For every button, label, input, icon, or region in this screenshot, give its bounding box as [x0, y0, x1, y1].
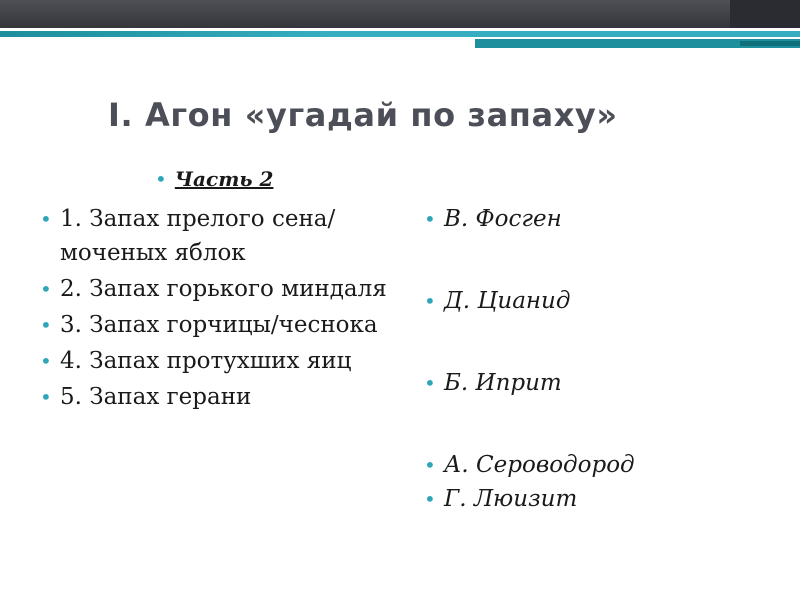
item-text: 2. Запах горького миндаля [60, 276, 387, 302]
item-text: 3. Запах горчицы/чеснока [60, 312, 378, 338]
bullet-icon: • [424, 487, 436, 511]
bullet-icon: • [40, 313, 52, 337]
item-text: А. Сероводород [444, 452, 635, 478]
bullet-icon: • [424, 371, 436, 395]
item-text: Б. Иприт [444, 370, 562, 396]
bullet-icon: • [424, 207, 436, 231]
list-item [38, 308, 418, 342]
bullet-icon: • [40, 385, 52, 409]
bullet-icon: • [40, 277, 52, 301]
bullet-icon: • [40, 349, 52, 373]
accent-stripe [0, 31, 800, 37]
bullet-icon: • [424, 453, 436, 477]
substance-list [422, 202, 782, 516]
list-item [422, 366, 782, 400]
item-text: 1. Запах прелого сена/моченых яблок [60, 206, 336, 266]
bullet-icon: • [155, 167, 167, 191]
slide-subtitle [155, 167, 273, 191]
header-bar-end [730, 0, 800, 28]
bullet-icon: • [424, 289, 436, 313]
list-item [38, 272, 418, 306]
accent-stripe-fade [0, 31, 330, 37]
list-item [422, 284, 782, 318]
subtitle-text: Часть 2 [174, 167, 274, 191]
item-text: Д. Цианид [444, 288, 571, 314]
list-item [422, 202, 782, 236]
list-item [422, 448, 782, 482]
list-item [38, 344, 418, 378]
item-text: 4. Запах протухших яиц [60, 348, 352, 374]
item-text: 5. Запах герани [60, 384, 252, 410]
header-bar [0, 0, 800, 28]
bullet-icon: • [40, 207, 52, 231]
slide-title: I. Агон «угадай по запаху» [108, 96, 618, 134]
item-text: Г. Люизит [444, 486, 578, 512]
accent-stripe-dark [740, 41, 800, 46]
item-text: В. Фосген [444, 206, 562, 232]
smell-list [38, 202, 418, 416]
list-item [38, 202, 418, 270]
list-item [422, 482, 782, 516]
list-item [38, 380, 418, 414]
